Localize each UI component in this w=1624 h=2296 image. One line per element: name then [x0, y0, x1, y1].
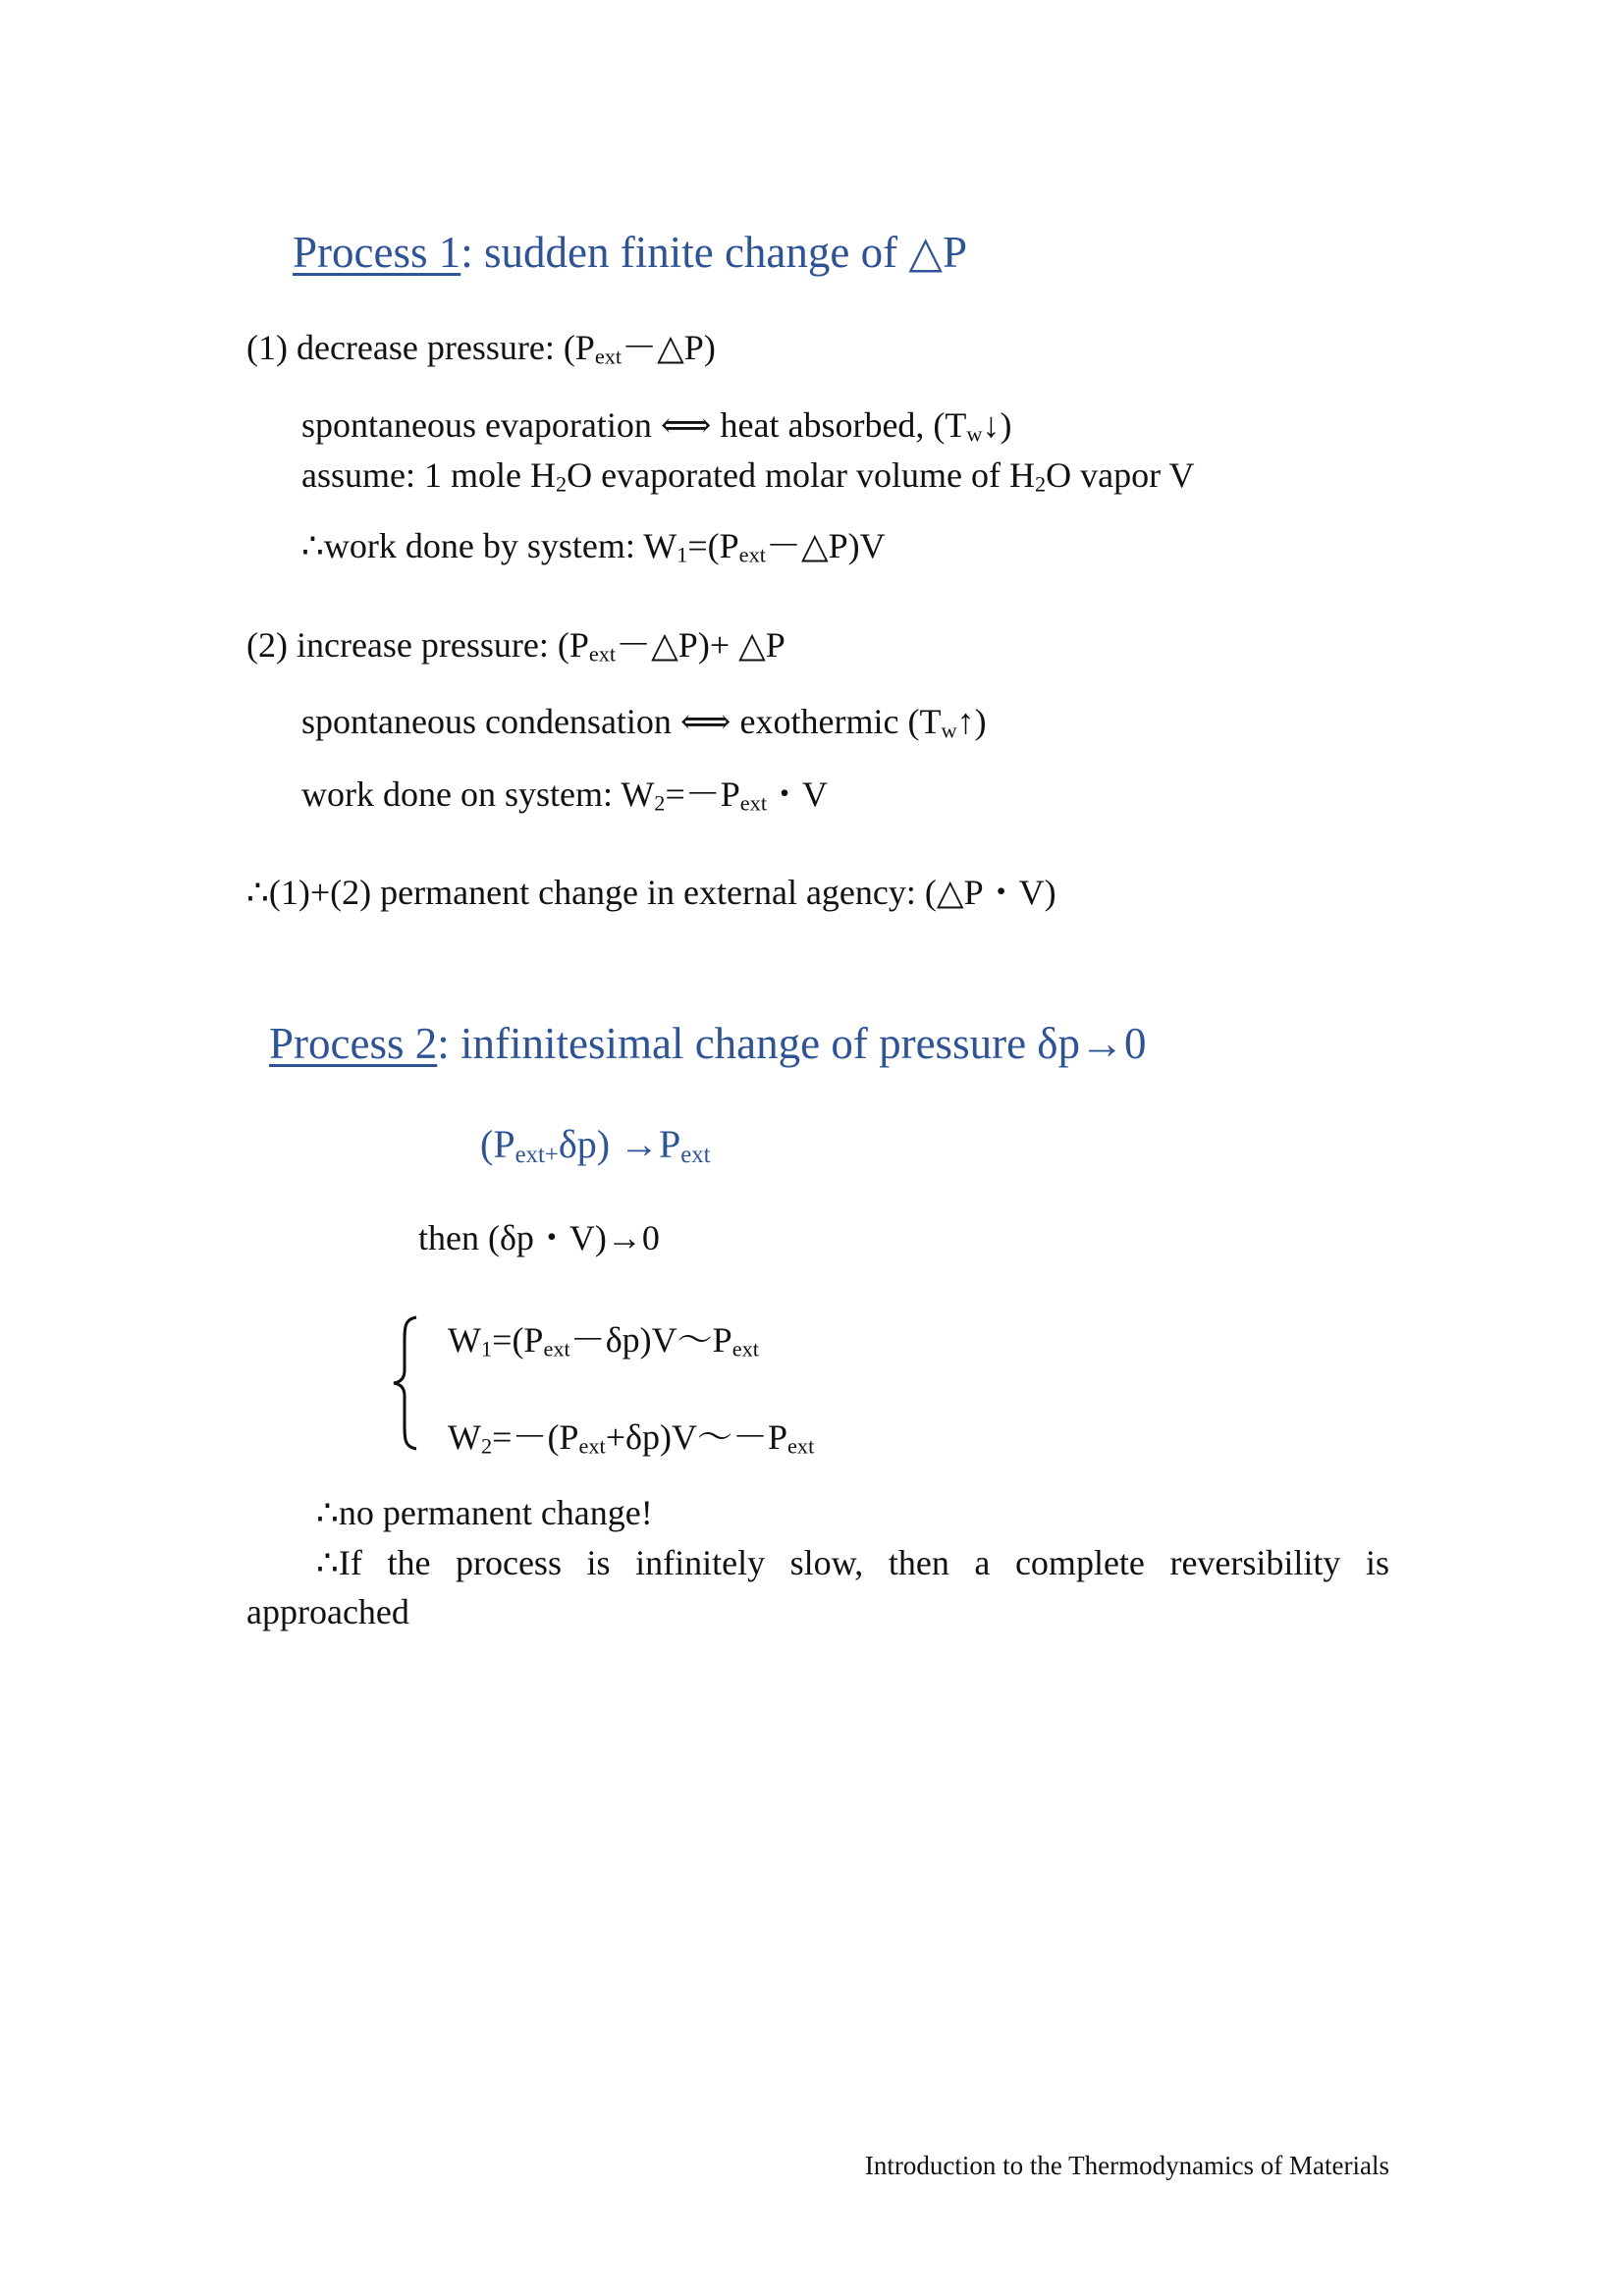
text-segment: W — [448, 1320, 481, 1360]
text-segment: (2) increase pressure: (P — [246, 625, 589, 665]
text-segment: +δp)V～－P — [605, 1417, 788, 1457]
w2-equation — [448, 1417, 815, 1459]
process1-title — [293, 228, 967, 277]
text-segment: W — [448, 1417, 481, 1457]
approached-line — [246, 1594, 409, 1629]
text-segment: O vapor V — [1046, 455, 1195, 495]
text-segment: =－P — [665, 774, 740, 814]
text-segment: ・V — [767, 774, 829, 814]
subscript: 2 — [1034, 471, 1047, 497]
reversibility-line — [316, 1545, 1389, 1580]
text-segment: approached — [246, 1592, 409, 1631]
process2-title — [269, 1019, 1147, 1068]
subscript: ext — [543, 1336, 570, 1362]
text-segment: Process 1 — [293, 228, 461, 277]
text-segment: (P — [480, 1122, 515, 1166]
text-segment: : infinitesimal change of pressure δp→0 — [437, 1019, 1147, 1068]
no-permanent-change-line — [316, 1495, 653, 1530]
text-segment: assume: 1 mole H — [301, 455, 556, 495]
subscript: ext — [787, 1433, 815, 1459]
footer: Introduction to the Thermodynamics of Materials — [864, 2151, 1389, 2180]
text-segment: =(P — [492, 1320, 544, 1360]
assume-line — [301, 455, 1195, 497]
text-segment: －△P)+ △P — [616, 625, 785, 665]
subscript: ext — [739, 790, 768, 816]
text-segment: ∴work done by system: W — [301, 526, 677, 565]
text-segment: =(P — [687, 526, 739, 565]
subscript: ext — [731, 1336, 759, 1362]
subscript: ext+ — [514, 1141, 559, 1168]
text-segment: =－(P — [492, 1417, 579, 1457]
text-segment: spontaneous evaporation ⟺ heat absorbed, (T — [301, 405, 967, 445]
pressure-limit-line — [480, 1122, 711, 1168]
subscript: 2 — [555, 471, 568, 497]
subscript: 2 — [480, 1433, 493, 1459]
evaporation-line — [301, 405, 1012, 447]
subscript: 1 — [480, 1336, 493, 1362]
text-segment: δp) →P — [558, 1122, 681, 1166]
subscript: 1 — [677, 542, 688, 567]
text-segment: work done on system: W — [301, 774, 655, 814]
text-segment: spontaneous condensation ⟺ exothermic (T — [301, 702, 942, 741]
text-segment: then (δp・V)→0 — [418, 1218, 660, 1257]
text-segment: －△P) — [622, 328, 716, 367]
condensation-line — [301, 702, 987, 743]
subscript: 2 — [654, 790, 666, 816]
subscript: ext — [738, 542, 766, 567]
subscript: w — [966, 421, 983, 447]
subscript: ext — [680, 1141, 711, 1168]
text-segment: －δp)V～P — [569, 1320, 732, 1360]
text-segment: ↓) — [982, 405, 1012, 445]
permanent-change-line — [246, 875, 1056, 910]
text-segment: ∴If the process is infinitely slow, then a complete reversibility is — [316, 1543, 1389, 1582]
text-segment: ∴(1)+(2) permanent change in external agency: (△P・V) — [246, 873, 1056, 912]
text-segment: ↑) — [956, 702, 987, 741]
subscript: ext — [588, 641, 617, 667]
w1-equation — [448, 1320, 759, 1362]
work-on-system-line — [301, 774, 829, 816]
subscript: ext — [578, 1433, 606, 1459]
text-segment: －△P)V — [765, 526, 886, 565]
subscript: w — [941, 718, 957, 743]
subscript: ext — [594, 344, 623, 369]
text-segment: ∴no permanent change! — [316, 1493, 653, 1532]
decrease-pressure-line — [246, 328, 716, 369]
increase-pressure-line — [246, 625, 785, 667]
work-by-system-line — [301, 526, 886, 567]
then-line — [418, 1220, 660, 1255]
text-segment: O evaporated molar volume of H — [567, 455, 1035, 495]
text-segment: Process 2 — [269, 1019, 438, 1068]
text-segment: (1) decrease pressure: (P — [246, 328, 595, 367]
brace-icon — [391, 1313, 420, 1453]
text-segment: : sudden finite change of △P — [460, 228, 967, 277]
